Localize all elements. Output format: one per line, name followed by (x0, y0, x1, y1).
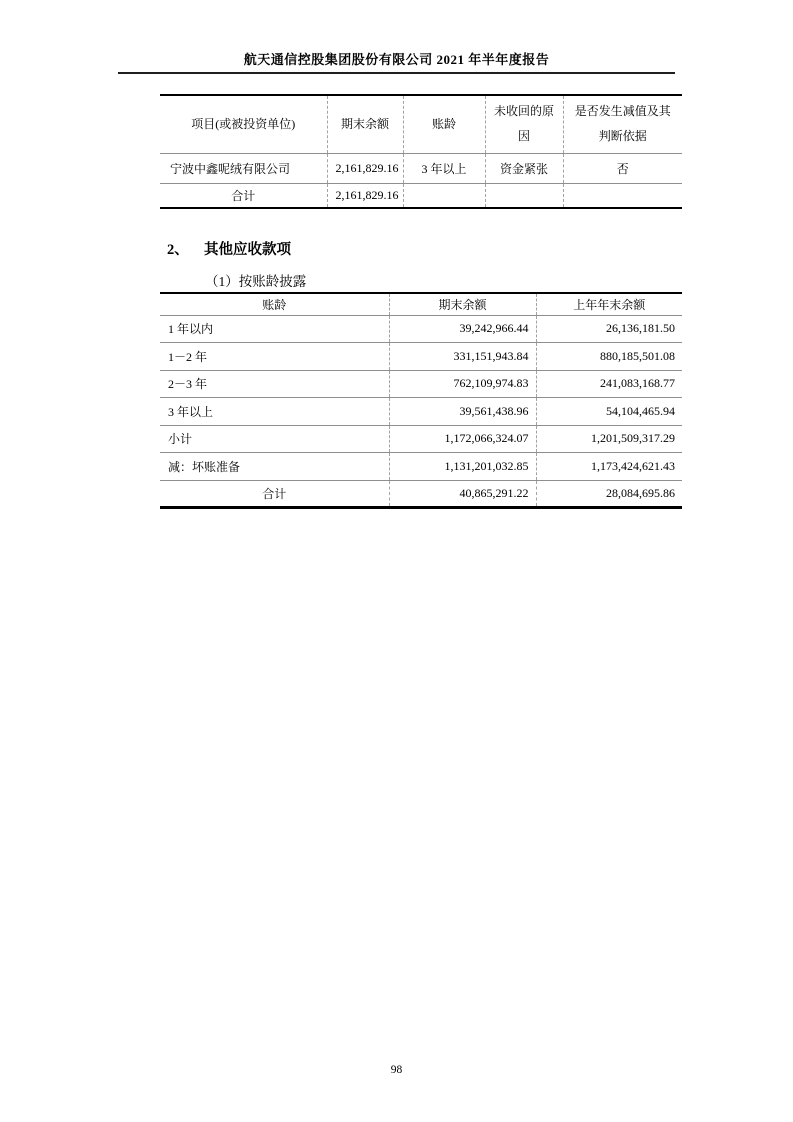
aging-table (160, 292, 682, 509)
table-subtotal-row (160, 425, 682, 453)
section-heading (167, 238, 291, 259)
table-cell: 40,865,291.22 (389, 480, 536, 508)
column-header-closing-balance: 期末余额 (327, 95, 403, 153)
table-cell: 1,201,509,317.29 (536, 425, 682, 453)
table-cell: 241,083,168.77 (536, 370, 682, 398)
column-header-impairment: 是否发生减值及其判断依据 (563, 95, 682, 153)
table-cell: 2,161,829.16 (327, 153, 403, 183)
table-cell: 2,161,829.16 (327, 183, 403, 208)
table-cell: 39,242,966.44 (389, 315, 536, 343)
table-cell: 1 年以内 (160, 315, 389, 343)
table-total-row (160, 183, 682, 208)
table-row (160, 343, 682, 371)
column-header-closing-balance: 期末余额 (389, 293, 536, 315)
header-rule (118, 72, 675, 74)
table-cell: 1,131,201,032.85 (389, 453, 536, 481)
table-cell: 减：坏账准备 (160, 453, 389, 481)
table-header-row (160, 293, 682, 315)
table-row (160, 315, 682, 343)
table-cell: 1,173,424,621.43 (536, 453, 682, 481)
table-cell: 28,084,695.86 (536, 480, 682, 508)
table-cell: 1－2 年 (160, 343, 389, 371)
report-header-title: 航天通信控股集团股份有限公司 2021 年半年度报告 (243, 52, 550, 67)
table-cell (563, 183, 682, 208)
table-cell: 合计 (160, 480, 389, 508)
table-cell: 26,136,181.50 (536, 315, 682, 343)
table-cell: 小计 (160, 425, 389, 453)
column-header-unrecovered-reason: 未收回的原因 (485, 95, 563, 153)
table-cell (485, 183, 563, 208)
page-number: 98 (390, 1064, 403, 1076)
table-cell: 880,185,501.08 (536, 343, 682, 371)
table-cell: 1,172,066,324.07 (389, 425, 536, 453)
table-cell: 3 年以上 (160, 398, 389, 426)
subsection-heading: （1）按账龄披露 (205, 274, 307, 289)
column-header-aging: 账龄 (403, 95, 485, 153)
table-cell: 762,109,974.83 (389, 370, 536, 398)
table-cell: 39,561,438.96 (389, 398, 536, 426)
table-row (160, 453, 682, 481)
table-cell (403, 183, 485, 208)
table-cell: 3 年以上 (403, 153, 485, 183)
column-header-item: 项目(或被投资单位) (191, 116, 296, 131)
table-cell: 54,104,465.94 (536, 398, 682, 426)
column-header-aging: 账龄 (262, 297, 287, 312)
table-cell: 宁波中鑫呢绒有限公司 (160, 153, 327, 183)
table-row (160, 398, 682, 426)
table-cell: 资金紧张 (485, 153, 563, 183)
table-cell: 合计 (160, 183, 327, 208)
table-header-row (160, 95, 682, 153)
investment-receivables-table (160, 94, 682, 209)
section-title: 其他应收款项 (204, 242, 291, 258)
table-cell: 2－3 年 (160, 370, 389, 398)
table-row (160, 153, 682, 183)
table-cell: 否 (563, 153, 682, 183)
column-header-prior-year-balance: 上年年末余额 (536, 293, 682, 315)
table-row (160, 370, 682, 398)
section-number: 2、 (167, 242, 189, 258)
table-total-row (160, 480, 682, 508)
table-cell: 331,151,943.84 (389, 343, 536, 371)
